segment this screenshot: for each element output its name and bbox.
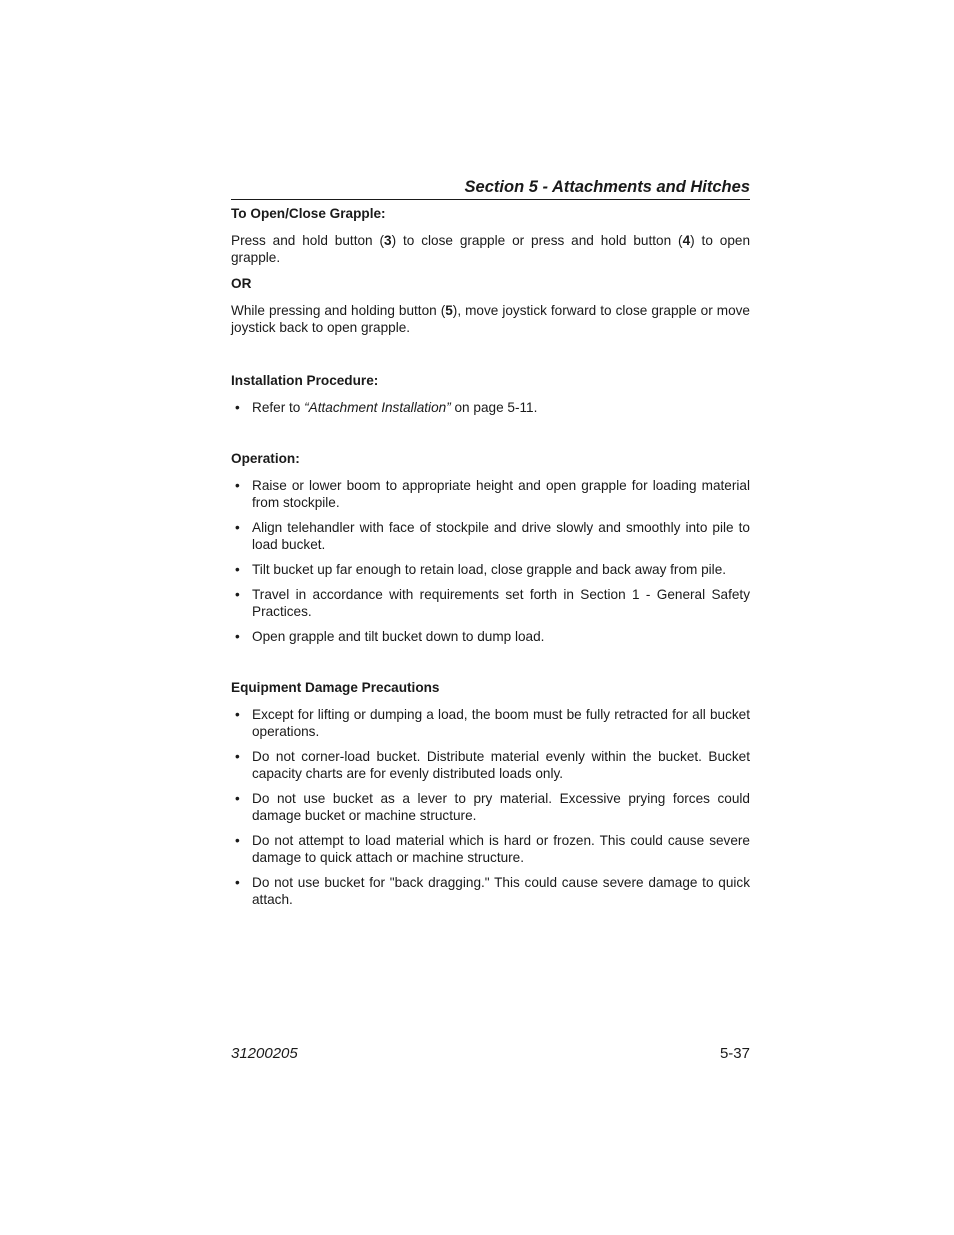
text-run: Refer to bbox=[252, 400, 305, 415]
bullet-icon: • bbox=[235, 478, 240, 493]
cross-reference-link[interactable]: “Attachment Installation” bbox=[304, 400, 451, 415]
bullet-icon: • bbox=[235, 875, 240, 890]
bullet-icon: • bbox=[235, 749, 240, 764]
button-number: 3 bbox=[384, 233, 392, 248]
list-item bbox=[231, 628, 750, 645]
list-item-text: Open grapple and tilt bucket down to dump load. bbox=[252, 629, 545, 644]
or-label: OR bbox=[231, 276, 252, 291]
list-item-text: Do not attempt to load material which is hard or frozen. This could cause severe damage to quick attach or machine structure. bbox=[252, 833, 750, 865]
list-item-text: Except for lifting or dumping a load, the boom must be fully retracted for all bucket operations. bbox=[252, 707, 750, 739]
list-item bbox=[231, 832, 750, 866]
precautions-heading: Equipment Damage Precautions bbox=[231, 680, 440, 695]
list-item-text: Travel in accordance with requirements set forth in Section 1 - General Safety Practices. bbox=[252, 587, 750, 619]
list-item bbox=[231, 706, 750, 740]
precautions-list bbox=[231, 706, 750, 908]
operation-section bbox=[231, 450, 750, 653]
bullet-icon: • bbox=[235, 520, 240, 535]
section-header: Section 5 - Attachments and Hitches bbox=[231, 176, 750, 200]
document-number: 31200205 bbox=[231, 1045, 298, 1062]
grapple-paragraph-1 bbox=[231, 232, 750, 266]
list-item-text: Do not use bucket for "back dragging." This could cause severe damage to quick attach. bbox=[252, 875, 750, 907]
list-item bbox=[231, 790, 750, 824]
grapple-heading: To Open/Close Grapple: bbox=[231, 206, 386, 221]
list-item bbox=[231, 874, 750, 908]
text-run: ) to open grapple. bbox=[231, 233, 751, 265]
list-item bbox=[231, 519, 750, 553]
bullet-icon: • bbox=[235, 629, 240, 644]
list-item bbox=[231, 586, 750, 620]
installation-list bbox=[231, 399, 750, 416]
list-item bbox=[231, 561, 750, 578]
text-run: on page 5-11. bbox=[450, 400, 538, 415]
button-number: 5 bbox=[445, 303, 453, 318]
operation-list bbox=[231, 477, 750, 645]
text-run: ), move joystick forward to close grapple or move joystick back to open grapple. bbox=[231, 303, 750, 335]
list-item-text: Raise or lower boom to appropriate height and open grapple for loading material from stockpile. bbox=[252, 478, 750, 510]
bullet-icon: • bbox=[235, 400, 240, 415]
list-item-text: Align telehandler with face of stockpile and drive slowly and smoothly into pile to load bucket. bbox=[252, 520, 750, 552]
grapple-paragraph-2 bbox=[231, 302, 750, 336]
bullet-icon: • bbox=[235, 791, 240, 806]
page-number: 5-37 bbox=[719, 1045, 750, 1062]
list-item-text: Tilt bucket up far enough to retain load, close grapple and back away from pile. bbox=[252, 562, 727, 577]
precautions-section bbox=[231, 679, 750, 916]
bullet-icon: • bbox=[235, 707, 240, 722]
list-item bbox=[231, 477, 750, 511]
installation-heading: Installation Procedure: bbox=[231, 373, 379, 388]
text-run: Press and hold button ( bbox=[231, 233, 385, 248]
button-number: 4 bbox=[682, 233, 691, 248]
installation-section bbox=[231, 372, 750, 424]
bullet-icon: • bbox=[235, 833, 240, 848]
list-item-text: Do not use bucket as a lever to pry material. Excessive prying forces could damage bucket or machine structure. bbox=[252, 791, 750, 823]
bullet-icon: • bbox=[235, 587, 240, 602]
list-item-text: Do not corner-load bucket. Distribute material evenly within the bucket. Bucket capacity charts are for evenly distributed loads only. bbox=[252, 749, 750, 781]
list-item bbox=[231, 748, 750, 782]
list-item bbox=[231, 399, 750, 416]
bullet-icon: • bbox=[235, 562, 240, 577]
text-run: While pressing and holding button ( bbox=[231, 303, 446, 318]
grapple-section bbox=[231, 205, 750, 336]
text-run: ) to close grapple or press and hold button ( bbox=[391, 233, 683, 248]
operation-heading: Operation: bbox=[231, 451, 300, 466]
